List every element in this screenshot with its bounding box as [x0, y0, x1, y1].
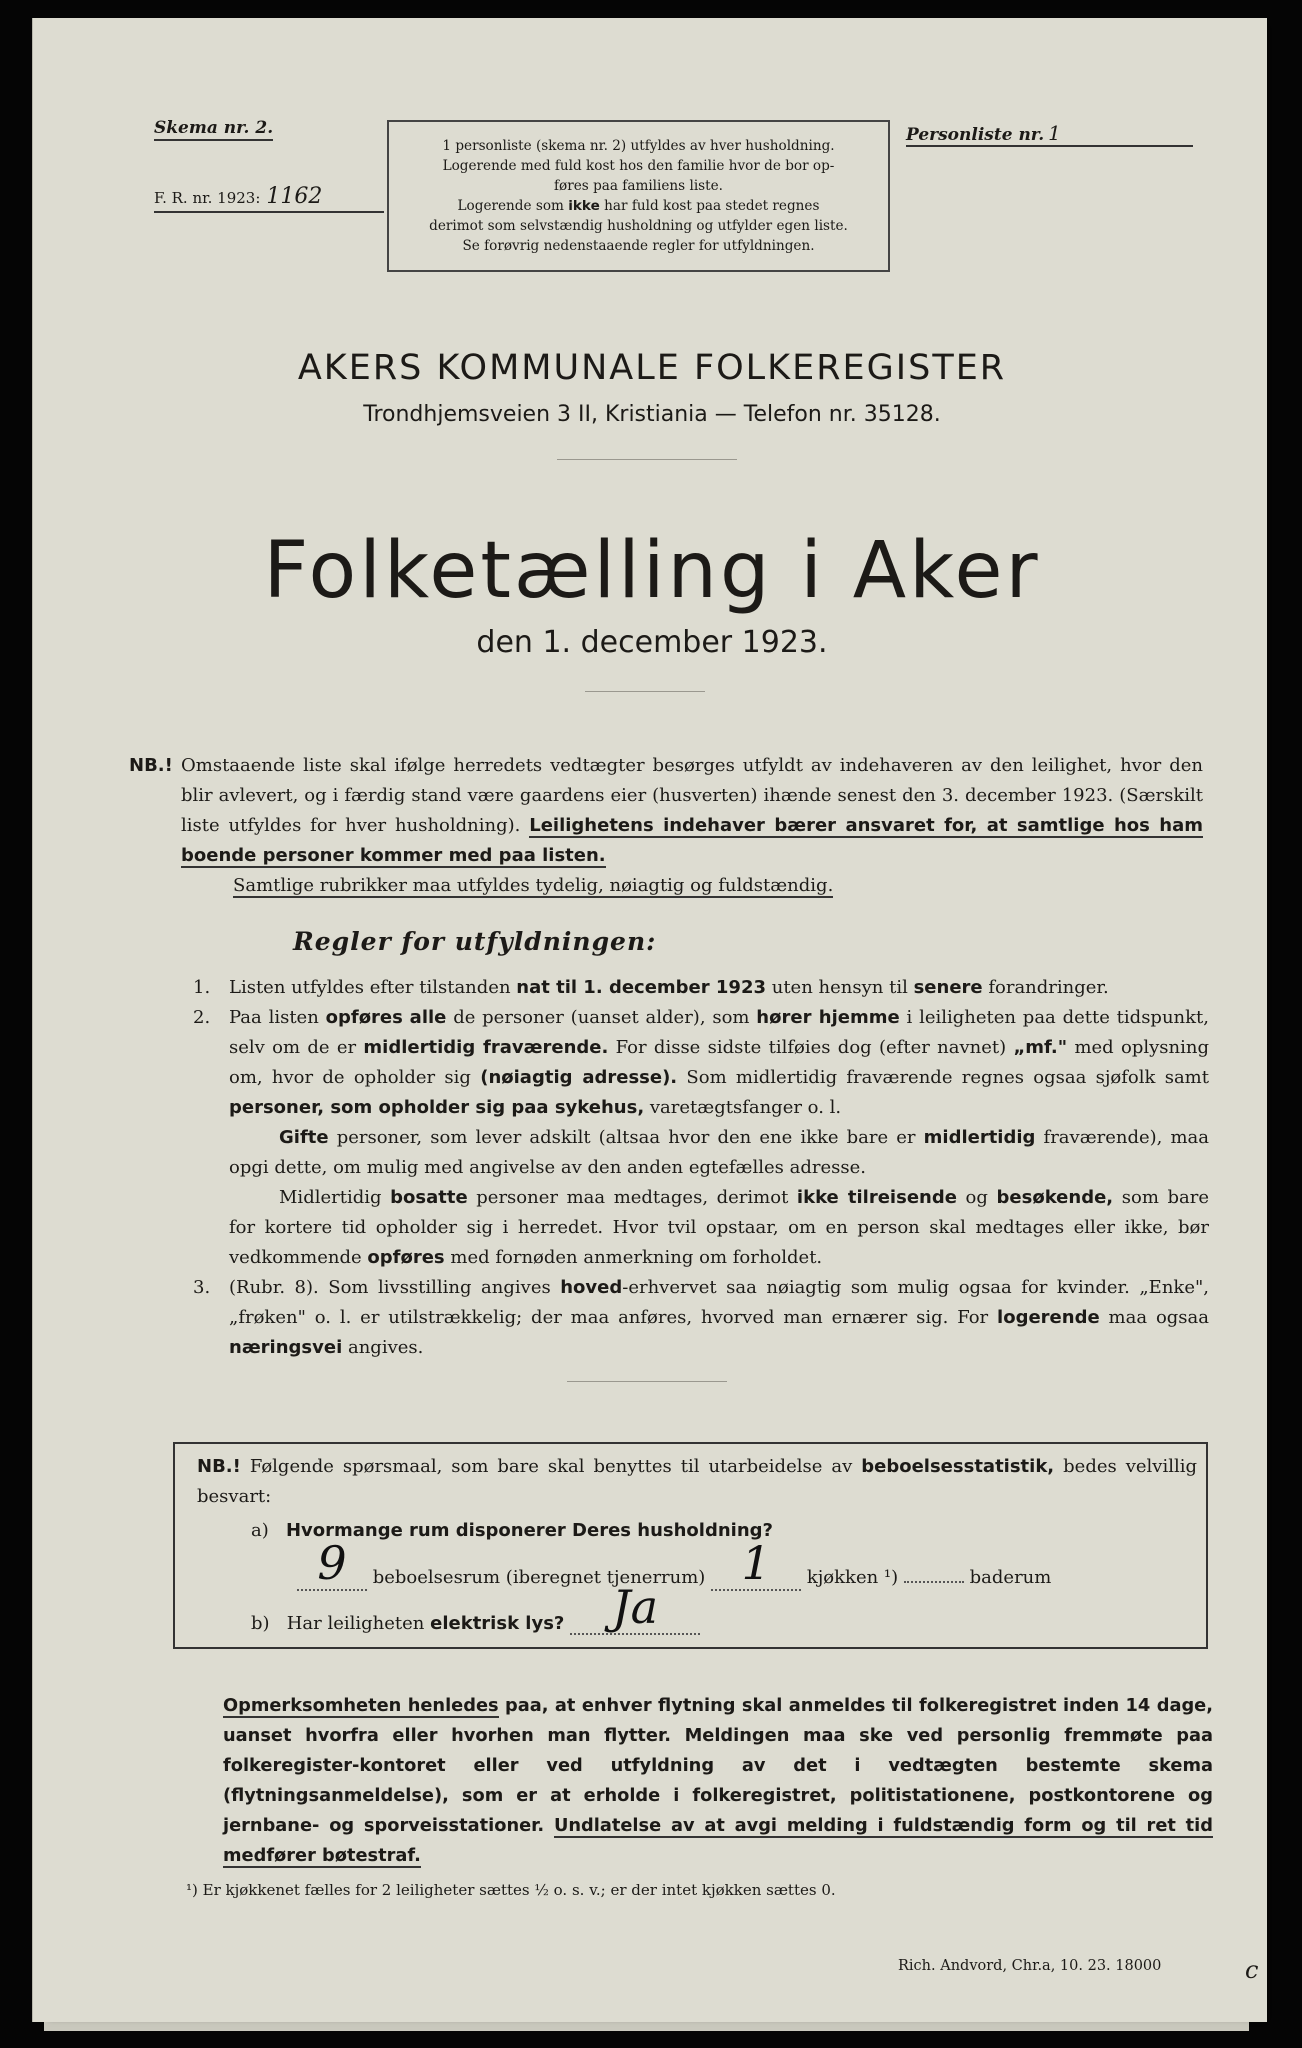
rule-1: 1. Listen utfyldes efter tilstanden nat til 1. december 1923 uten hensyn til senere forandringer. — [193, 977, 1109, 998]
infobox-line: derimot som selvstændig husholdning og utfylder egen liste. — [429, 218, 848, 234]
infobox-line: 1 personliste (skema nr. 2) utfyldes av hver husholdning. — [442, 138, 835, 154]
rooms-value: 9 — [317, 1536, 347, 1590]
org-title: AKERS KOMMUNALE FOLKEREGISTER — [297, 348, 1007, 388]
rule-3: 3. (Rubr. 8). Som livsstilling angives hoved-erhvervet saa nøiagtig som mulig ogsaa for kvinder. „Enke", „frøken" o. l. er utilstrækkelig; der maa anføres, hvorved man ernærer sig. For logerende maa ogsaa næringsvei angives. — [193, 1277, 1209, 1358]
personliste-number — [906, 121, 1193, 147]
nb-label: NB.! — [129, 755, 173, 776]
kitchen-label: kjøkken ¹) — [806, 1567, 899, 1588]
printer-imprint: Rich. Andvord, Chr.a, 10. 23. 18000 — [898, 1958, 1162, 1974]
fr-label: F. R. nr. 1923: — [154, 189, 261, 207]
nb-notice — [129, 751, 1203, 901]
rule-2-bosatte: Midlertidig bosatte personer maa medtages, derimot ikke tilreisende og besøkende, som bare for kortere tid opholder sig i herredet. Hvor tvil opstaar, om en person skal medtages eller ikke, bør vedkommende opføres med fornøden anmerkning om forholdet. — [229, 1187, 1209, 1268]
skema-label: Skema nr. 2. — [154, 118, 273, 141]
rule-2: 2. Paa listen opføres alle de personer (uanset alder), som hører hjemme i leiligheten paa dette tidspunkt, selv om de er midlertidig fraværende. For disse sidste tilføies dog (efter navnet) „mf." med oplysning om, hvor de opholder sig (nøiagtig adresse). Som midlertidig fraværende regnes ogsaa sjøfolk samt personer, som opholder sig paa sykehus, varetægtsfanger o. l. — [193, 1007, 1209, 1118]
infobox-line: Logerende som ikke har fuld kost paa stedet regnes — [457, 198, 820, 214]
corner-mark: c — [1245, 1956, 1259, 1984]
org-address: Trondhjemsveien 3 II, Kristiania — Telefon nr. 35128. — [363, 402, 941, 427]
question-b: b) Har leiligheten elektrisk lys? Ja — [251, 1598, 1197, 1641]
footnote: ¹) Er kjøkkenet fælles for 2 leiligheter sættes ½ o. s. v.; er der intet kjøkken sættes 0. — [186, 1881, 836, 1899]
statistics-questions — [197, 1452, 1197, 1641]
infobox-line: Logerende med fuld kost hos den familie hvor de bor op- — [442, 158, 835, 174]
fr-value: 1162 — [266, 184, 323, 209]
bath-label: baderum — [969, 1567, 1052, 1588]
question-a: a) Hvormange rum disponerer Deres husholdning? — [251, 1520, 773, 1541]
statistics-intro: NB.! Følgende spørsmaal, som bare skal benyttes til utarbeidelse av beboelsesstatistik, bedes velvillig besvart: — [197, 1456, 1197, 1507]
instructions-box — [387, 120, 890, 272]
rules-title: Regler for utfyldningen: — [293, 927, 657, 956]
divider — [585, 691, 705, 692]
rule-2-gifte: Gifte personer, som lever adskilt (altsaa hvor den ene ikke bare er midlertidig fraværende), maa opgi dette, om mulig med angivelse av den anden egtefælles adresse. — [229, 1127, 1210, 1178]
page-title: Folketælling i Aker — [263, 526, 1041, 616]
nb-line2: Samtlige rubrikker maa utfyldes tydelig, nøiagtig og fuldstændig. — [233, 875, 834, 896]
moving-notice: Opmerksomheten henledes paa, at enhver flytning skal anmeldes til folkeregistret inden 14 dage, uanset hvorfra eller hvorhen man flytter. Meldingen maa ske ved personlig fremmøte paa folkeregister-kontoret eller ved utfyldning av det i vedtægten bestemte skema (flytningsanmeldelse), som er at erholde i folkeregistret, politistationene, postkontorene og jernbane- og sporveisstationer. Undlatelse av at avgi melding i fuldstændig form og til ret tid medfører bøtestraf. — [223, 1695, 1213, 1866]
personliste-label: Personliste nr. — [906, 125, 1045, 145]
kitchen-value: 1 — [741, 1536, 771, 1590]
personliste-value: 1 — [1048, 121, 1061, 145]
divider — [567, 1381, 727, 1382]
nb-responsibility: Leilighetens indehaver bærer ansvaret for, at samtlige hos ham boende personer kommer med paa listen. — [181, 815, 1203, 866]
census-date: den 1. december 1923. — [476, 625, 828, 660]
rules-list — [193, 973, 1210, 1363]
rooms-label: beboelsesrum (iberegnet tjenerrum) — [372, 1567, 706, 1588]
rooms-answer — [297, 1536, 1197, 1596]
infobox-line: føres paa familiens liste. — [554, 178, 723, 194]
electric-light-value: Ja — [612, 1580, 659, 1634]
fr-number — [154, 184, 384, 213]
nb-text: Omstaaende liste skal ifølge herredets vedtægter besørges utfyldt av indehaveren av den leilighet, hvor den blir avlevert, og i færdig stand være gaardens eier (husverten) ihænde senest den 3. december 1923. (Særskilt liste utfyldes for hver husholdning). — [181, 755, 1203, 836]
infobox-line: Se forøvrig nedenstaaende regler for utfyldningen. — [462, 238, 815, 254]
document-page — [32, 18, 1267, 2022]
divider — [557, 459, 737, 460]
